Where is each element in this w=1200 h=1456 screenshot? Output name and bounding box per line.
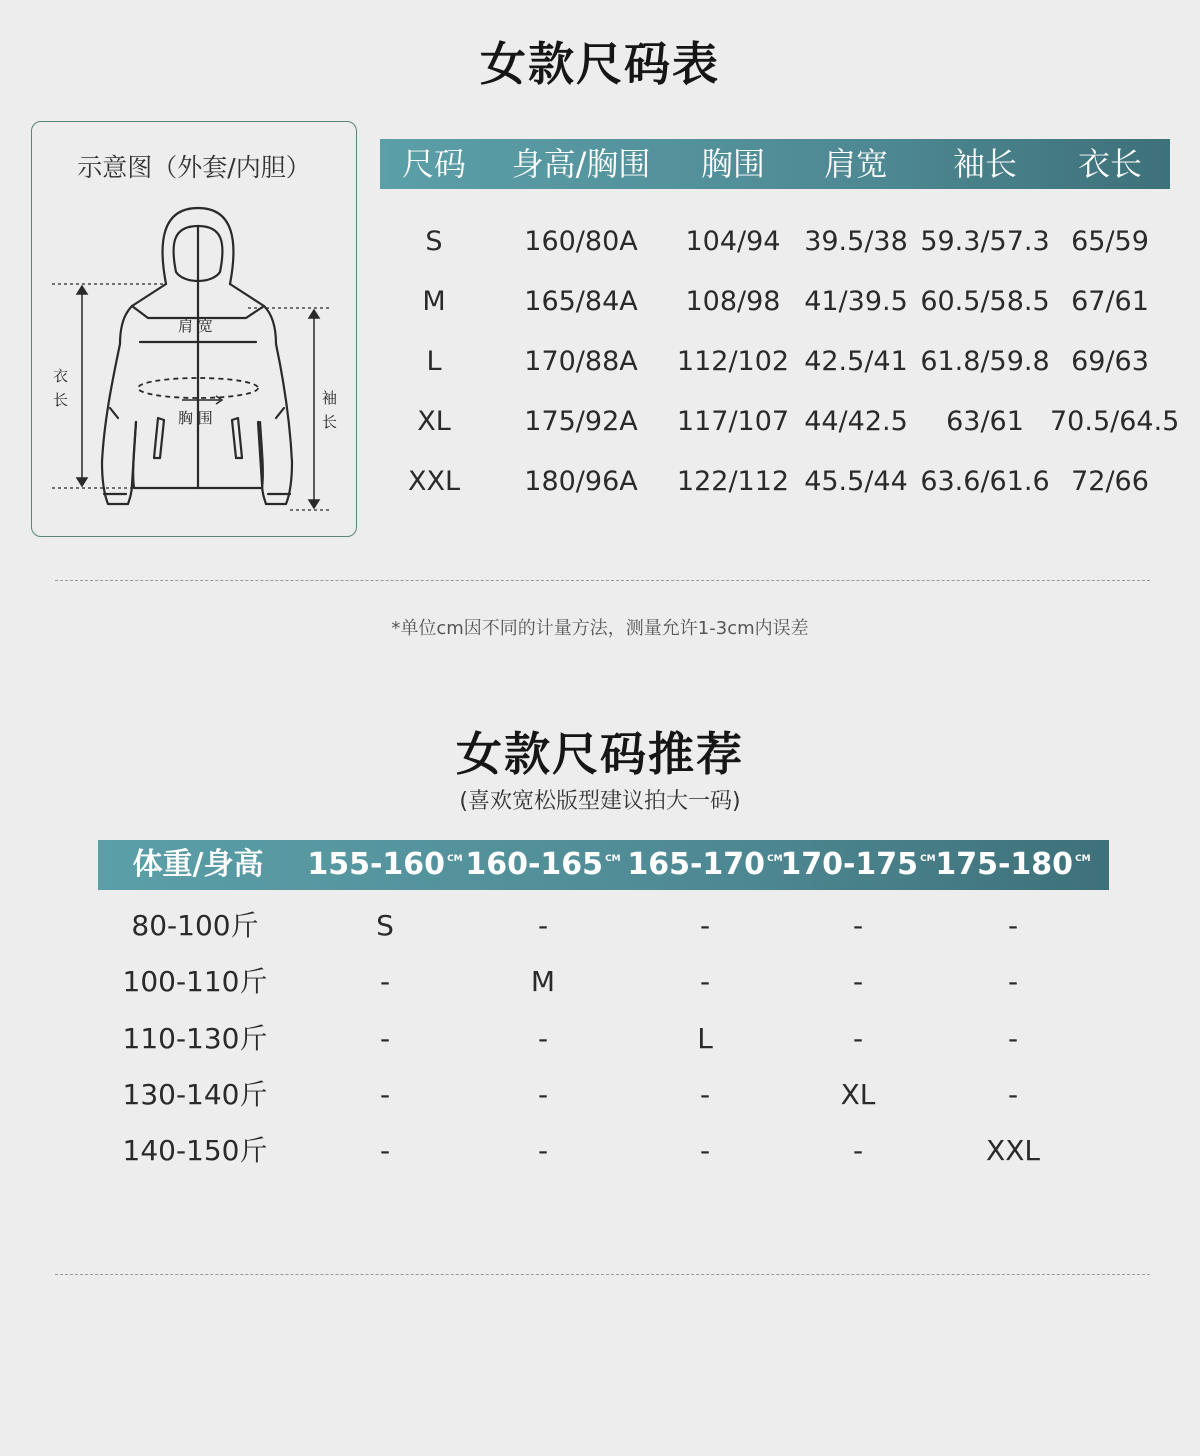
header-chest: 胸围 bbox=[700, 145, 765, 183]
unit-label: CM bbox=[1075, 854, 1091, 864]
recommendation-cell: - bbox=[699, 1078, 711, 1111]
size-table-cell: 45.5/44 bbox=[804, 466, 908, 497]
size-table-cell: 60.5/58.5 bbox=[920, 286, 1050, 317]
shoulder-label: 肩 宽 bbox=[178, 317, 213, 335]
size-table-cell: 72/66 bbox=[1071, 466, 1149, 497]
divider bbox=[55, 580, 1150, 581]
size-table-cell: XXL bbox=[407, 466, 461, 497]
recommendation-subtitle: (喜欢宽松版型建议拍大一码) bbox=[459, 789, 741, 814]
length-label-bottom: 长 bbox=[53, 391, 69, 409]
weight-range-label: 110-130斤 bbox=[122, 1022, 268, 1055]
size-table-cell: 63.6/61.6 bbox=[920, 466, 1050, 497]
weight-range-label: 100-110斤 bbox=[122, 965, 268, 998]
diagram-caption: 示意图（外套/内胆） bbox=[77, 153, 311, 182]
recommendation-title: 女款尺码推荐 bbox=[456, 727, 744, 781]
size-table-header bbox=[380, 139, 1170, 189]
size-table-cell: 165/84A bbox=[524, 286, 638, 317]
recommendation-cell: - bbox=[699, 909, 711, 942]
size-table-cell: 61.8/59.8 bbox=[920, 346, 1050, 377]
recommendation-cell: M bbox=[530, 965, 556, 998]
size-table-cell: 70.5/64.5 bbox=[1050, 406, 1180, 437]
length-label-top: 衣 bbox=[53, 367, 69, 385]
size-table-cell: 41/39.5 bbox=[804, 286, 908, 317]
recommendation-cell: - bbox=[537, 1134, 549, 1167]
size-table-cell: 175/92A bbox=[524, 406, 638, 437]
size-table-cell: 180/96A bbox=[524, 466, 638, 497]
weight-range-label: 80-100斤 bbox=[131, 909, 259, 942]
size-table-cell: 67/61 bbox=[1071, 286, 1149, 317]
size-table-cell: 39.5/38 bbox=[804, 226, 908, 257]
recommendation-cell: - bbox=[537, 909, 549, 942]
size-table-cell: 65/59 bbox=[1071, 226, 1149, 257]
size-table-cell: 59.3/57.3 bbox=[920, 226, 1050, 257]
size-table-cell: 104/94 bbox=[685, 226, 781, 257]
recommendation-cell: XL bbox=[840, 1078, 876, 1111]
unit-label: CM bbox=[920, 854, 936, 864]
garment-diagram bbox=[31, 121, 357, 537]
size-table-cell: 42.5/41 bbox=[804, 346, 908, 377]
header-height-range: 170-175 $^{CM}$ bbox=[780, 847, 936, 882]
header-size: 尺码 bbox=[401, 145, 466, 183]
size-table-cell: 122/112 bbox=[676, 466, 790, 497]
recommendation-cell: S bbox=[376, 909, 394, 942]
recommendation-cell: - bbox=[1007, 1022, 1019, 1055]
size-table-cell: 160/80A bbox=[524, 226, 638, 257]
header-weight-height: 体重/身高 bbox=[132, 847, 264, 882]
header-shoulder: 肩宽 bbox=[823, 145, 888, 183]
unit-label: CM bbox=[605, 854, 621, 864]
chest-label: 胸 围 bbox=[178, 409, 213, 427]
header-length: 衣长 bbox=[1077, 145, 1142, 183]
recommendation-cell: - bbox=[852, 1022, 864, 1055]
size-table-cell: 112/102 bbox=[676, 346, 790, 377]
recommendation-cell: - bbox=[699, 1134, 711, 1167]
header-height-range: 155-160 $^{CM}$ bbox=[307, 847, 463, 882]
header-height-range: 175-180 $^{CM}$ bbox=[935, 847, 1091, 882]
sleeve-label-bottom: 长 bbox=[322, 413, 338, 431]
recommendation-cell: - bbox=[537, 1022, 549, 1055]
header-height-range: 160-165 $^{CM}$ bbox=[465, 847, 621, 882]
size-table-cell: 170/88A bbox=[524, 346, 638, 377]
recommendation-cell: - bbox=[852, 909, 864, 942]
recommendation-cell: XXL bbox=[986, 1134, 1040, 1167]
recommendation-cell: - bbox=[379, 1078, 391, 1111]
recommendation-cell: - bbox=[852, 965, 864, 998]
size-table-cell: 44/42.5 bbox=[804, 406, 908, 437]
unit-label: CM bbox=[447, 854, 463, 864]
recommendation-cell: - bbox=[1007, 965, 1019, 998]
header-sleeve: 袖长 bbox=[952, 145, 1017, 183]
recommendation-header bbox=[98, 840, 1109, 890]
recommendation-cell: - bbox=[1007, 909, 1019, 942]
size-table-cell: L bbox=[426, 346, 442, 377]
weight-range-label: 130-140斤 bbox=[122, 1078, 268, 1111]
recommendation-cell: - bbox=[379, 1134, 391, 1167]
recommendation-cell: - bbox=[379, 1022, 391, 1055]
header-height-range: 165-170 $^{CM}$ bbox=[627, 847, 783, 882]
size-table-cell: S bbox=[425, 226, 443, 257]
weight-range-label: 140-150斤 bbox=[122, 1134, 268, 1167]
recommendation-cell: - bbox=[379, 965, 391, 998]
size-table-cell: 117/107 bbox=[676, 406, 790, 437]
divider bbox=[55, 1274, 1150, 1275]
size-table-cell: 63/61 bbox=[946, 406, 1024, 437]
sleeve-label-top: 袖 bbox=[322, 389, 338, 407]
size-table-cell: XL bbox=[417, 406, 451, 437]
measurement-note: *单位cm因不同的计量方法，测量允许1-3cm内误差 bbox=[391, 618, 809, 639]
header-height-chest: 身高/胸围 bbox=[511, 145, 651, 183]
recommendation-cell: - bbox=[537, 1078, 549, 1111]
recommendation-cell: - bbox=[1007, 1078, 1019, 1111]
recommendation-cell: L bbox=[697, 1022, 713, 1055]
size-chart-title: 女款尺码表 bbox=[480, 37, 720, 91]
size-table-cell: M bbox=[422, 286, 446, 317]
size-table-cell: 108/98 bbox=[685, 286, 781, 317]
recommendation-cell: - bbox=[699, 965, 711, 998]
recommendation-cell: - bbox=[852, 1134, 864, 1167]
unit-label: CM bbox=[767, 854, 783, 864]
size-table-cell: 69/63 bbox=[1071, 346, 1149, 377]
